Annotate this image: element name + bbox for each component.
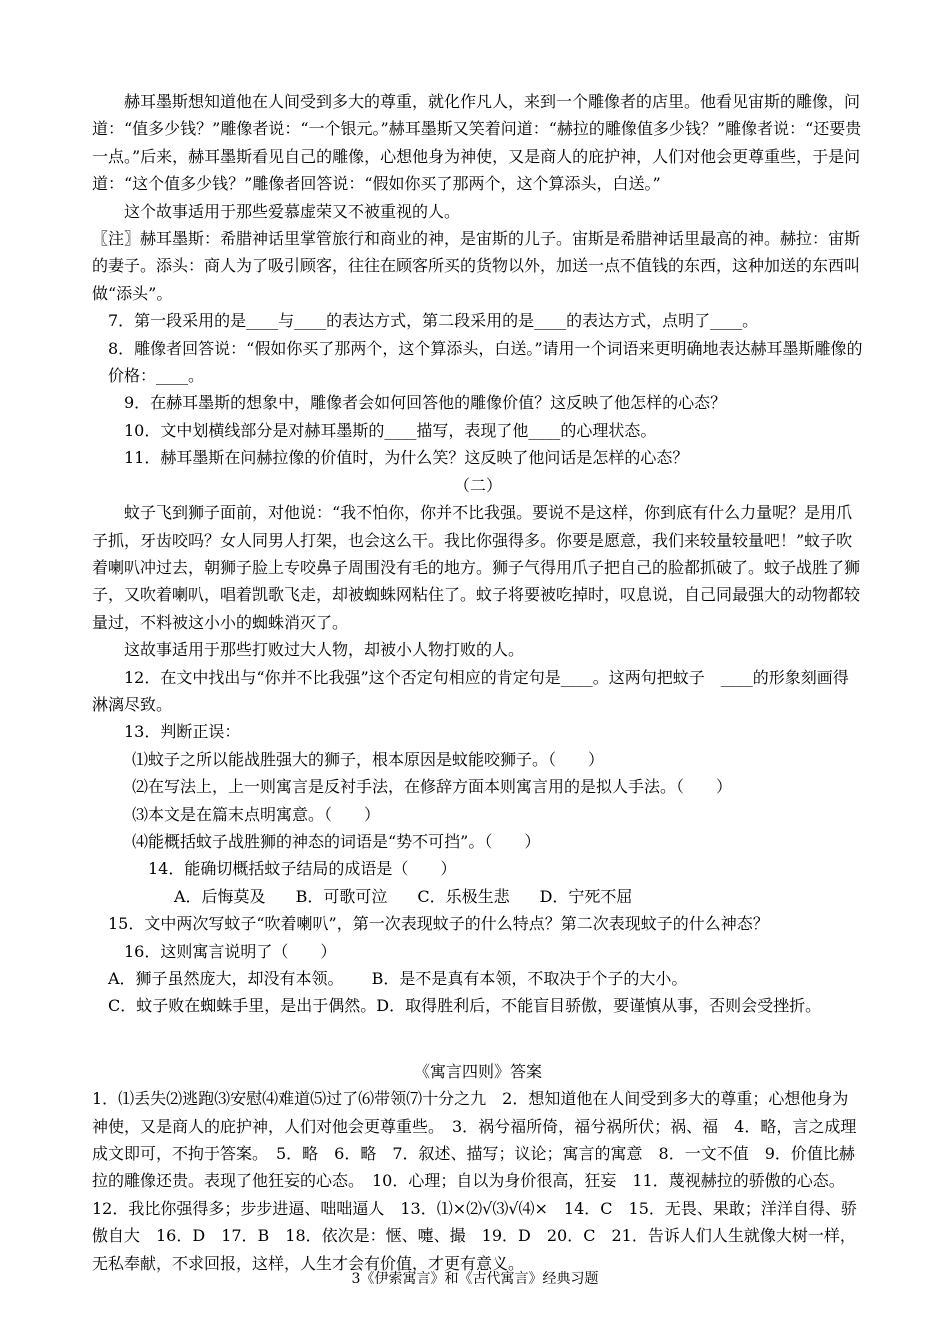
question-14-stem: 14．能确切概括蚊子结局的成语是（ ） xyxy=(148,859,457,879)
document-body xyxy=(92,88,864,1277)
question-15: 15．文中两次写蚊子“吹着喇叭”，第一次表现蚊子的什么特点？第二次表现蚊子的什么神态？ xyxy=(108,914,769,934)
question-16-options-row2 xyxy=(92,992,864,1019)
option-c: C．蚊子败在蜘蛛手里，是出于偶然。 xyxy=(108,996,377,1016)
spacer xyxy=(92,1020,864,1058)
option-b: B．可歌可泣 xyxy=(295,886,388,906)
question-16-stem: 16．这则寓言说明了（ ） xyxy=(124,941,337,961)
question-7: 7．第一段采用的是____与____的表达方式，第二段采用的是____的表达方式，点明了____。 xyxy=(108,311,759,331)
option-c: C．乐极生悲 xyxy=(417,886,510,906)
question-13-item: ⑴蚊子之所以能战胜强大的狮子，根本原因是蚊能咬狮子。（ ） xyxy=(132,749,605,769)
answers-title: 《寓言四则》答案 xyxy=(413,1061,542,1081)
question-16-options-row1 xyxy=(92,965,864,992)
question-10: 10．文中划横线部分是对赫耳墨斯的____描写，表现了他____的心理状态。 xyxy=(124,420,657,440)
passage1-para1: 赫耳墨斯想知道他在人间受到多大的尊重，就化作凡人，来到一个雕像者的店里。他看见宙斯的雕像，问道：“值多少钱？”雕像者说：“一个银元。”赫耳墨斯又笑着问道：“赫拉的雕像值多少钱？”雕像者说：“还要贵一点。”后来，赫耳墨斯看见自己的雕像，心想他身为神使，又是商人的庇护神，人们对他会更尊重些，于是问道：“这个值多少钱？”雕像者回答说：“假如你买了那两个，这个算添头，白送。” xyxy=(92,92,862,194)
passage1-note: 〖注〗赫耳墨斯：希腊神话里掌管旅行和商业的神，是宙斯的儿子。宙斯是希腊神话里最高的神。赫拉：宙斯的妻子。添头：商人为了吸引顾客，往往在顾客所买的货物以外，加送一点不值钱的东西，这种加送的东西叫做“添头”。 xyxy=(92,229,861,303)
option-a: A．后悔莫及 xyxy=(174,886,266,906)
question-9: 9．在赫耳墨斯的想象中，雕像者会如何回答他的雕像价值？这反映了他怎样的心态？ xyxy=(124,393,727,413)
passage1-para2: 这个故事适用于那些爱慕虚荣又不被重视的人。 xyxy=(124,201,461,221)
answers-text: 1．⑴丢失⑵逃跑⑶安慰⑷难道⑸过了⑹带领⑺十分之九 2．想知道他在人间受到多大的尊重；心想他身为神使，又是商人的庇护神，人们对他会更尊重些。 3．祸兮福所倚，福兮祸所伏；祸、福 4．略，言之成理成文即可，不拘于答案。 5．略 6．略 7．叙述、描写；议论；寓言的寓意 8．一文不值 9．价值比赫拉的雕像还贵。表现了他狂妄的心态。 10．心理；自以为身价很高，狂妄 11．蔑视赫拉的骄傲的心态。 12．我比你强得多；步步进逼、咄咄逼人 13．⑴×⑵√⑶√⑷× 14．C 15．无畏、果敢；洋洋自得、骄傲自大 16．D 17．B 18．依次是：惬、嚏、撮 19．D 20．C 21．告诉人们人生就像大树一样，无私奉献，不求回报，这样，人生才会有价值，才更有意义。 xyxy=(92,1089,857,1273)
question-14-options xyxy=(92,883,864,910)
section2-title: （二） xyxy=(453,475,502,495)
passage2-para1: 蚊子飞到狮子面前，对他说：“我不怕你，你并不比我强。要说不是这样，你到底有什么力量呢？是用爪子抓，牙齿咬吗？女人同男人打架，也会这么干。我比你强得多。你要是愿意，我们来较量较量吧！”蚊子吹着喇叭冲过去，朝狮子脸上专咬鼻子周围没有毛的地方。狮子气得用爪子把自己的脸都抓破了。蚊子战胜了狮子，又吹着喇叭，唱着凯歌飞走，却被蜘蛛网粘住了。蚊子将要被吃掉时，叹息说，自己同最强大的动物都较量过，不料被这小小的蜘蛛消灭了。 xyxy=(92,503,861,632)
question-13-stem: 13．判断正误： xyxy=(124,722,241,742)
option-d: D．宁死不屈 xyxy=(539,886,633,906)
question-8: 8．雕像者回答说：“假如你买了那两个，这个算添头，白送。”请用一个词语来更明确地表达赫耳墨斯雕像的价格：____。 xyxy=(108,338,863,386)
question-13-item: ⑶本文是在篇末点明寓意。（ ） xyxy=(132,804,381,824)
page-footer: 3《伊索寓言》和《古代寓言》经典习题 xyxy=(351,1271,599,1287)
question-12: 12．在文中找出与“你并不比我强”这个否定句相应的肯定句是____。这两句把蚊子 ____的形象刻画得淋漓尽致。 xyxy=(92,667,849,714)
passage2-para2: 这故事适用于那些打败过大人物，却被小人物打败的人。 xyxy=(124,640,525,660)
option-d: D．取得胜利后，不能盲目骄傲，要谨慎从事，否则会受挫折。 xyxy=(376,996,822,1016)
option-b: B．是不是真有本领，不取决于个子的大小。 xyxy=(371,969,688,988)
question-13-item: ⑷能概括蚊子战胜狮的神态的词语是“势不可挡”。（ ） xyxy=(132,831,541,851)
question-13-item: ⑵在写法上，上一则寓言是反衬手法，在修辞方面本则寓言用的是拟人手法。（ ） xyxy=(132,777,733,797)
question-11: 11．赫耳墨斯在问赫拉像的价值时，为什么笑？这反映了他问话是怎样的心态？ xyxy=(124,448,689,468)
option-a: A．狮子虽然庞大，却没有本领。 xyxy=(108,969,344,988)
